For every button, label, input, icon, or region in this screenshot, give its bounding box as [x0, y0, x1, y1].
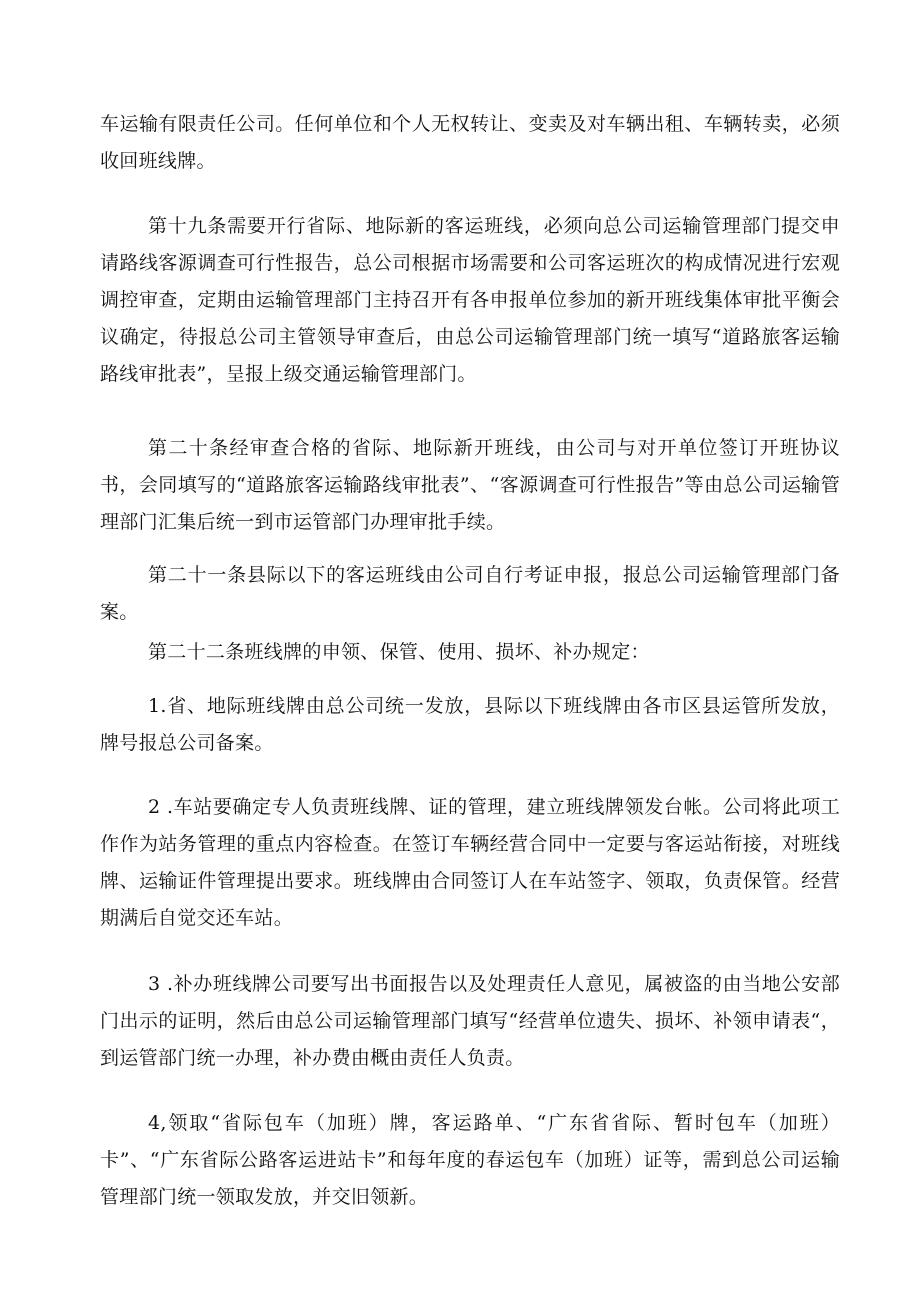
paragraph-article-19: 第十九条需要开行省际、地际新的客运班线，必须向总公司运输管理部门提交申请路线客源调查可行性报告，总公司根据市场需要和公司客运班次的构成情况进行宏观调控审查，定期由运输管理部门主持召开有各申报单位参加的新开班线集体审批平衡会议确定，待报总公司主管领导审查后，由总公司运输管理部门统一填写“道路旅客运输路线审批表”，呈报上级交通运输管理部门。 [100, 215, 840, 385]
paragraph-article-20: 第二十条经审查合格的省际、地际新开班线，由公司与对开单位签订开班协议书，会同填写的“道路旅客运输路线审批表”、“客源调查可行性报告”等由总公司运输管理部门汇集后统一到市运管部门办理审批手续。 [100, 437, 840, 533]
paragraph-article-21: 第二十一条县际以下的客运班线由公司自行考证申报，报总公司运输管理部门备案。 [100, 564, 840, 623]
list-item-3: 3 .补办班线牌公司要写出书面报告以及处理责任人意见，属被盗的由当地公安部门出示的证明，然后由总公司运输管理部门填写“经营单位遗失、损坏、补领申请表“，到运管部门统一办理，补办费由概由责任人负责。 [100, 973, 840, 1069]
paragraph-continuation: 车运输有限责任公司。任何单位和个人无权转让、变卖及对车辆出租、车辆转卖，必须收回班线牌。 [100, 113, 840, 172]
list-item-1: 1.省、地际班线牌由总公司统一发放，县际以下班线牌由各市区县运管所发放，牌号报总公司备案。 [100, 695, 840, 754]
list-item-2: 2 .车站要确定专人负责班线牌、证的管理，建立班线牌领发台帐。公司将此项工作作为站务管理的重点内容检查。在签订车辆经营合同中一定要与客运站衔接，对班线牌、运输证件管理提出要求。班线牌由合同签订人在车站签字、领取，负责保管。经营期满后自觉交还车站。 [100, 796, 840, 929]
list-item-4: 4,领取“省际包车（加班）牌，客运路单、“广东省省际、暂时包车（加班）卡”、“广东省际公路客运进站卡”和每年度的春运包车（加班）证等，需到总公司运输管理部门统一领取发放，并交旧领新。 [100, 1112, 840, 1208]
paragraph-article-22: 第二十二条班线牌的申领、保管、使用、损坏、补办规定： [148, 641, 650, 663]
